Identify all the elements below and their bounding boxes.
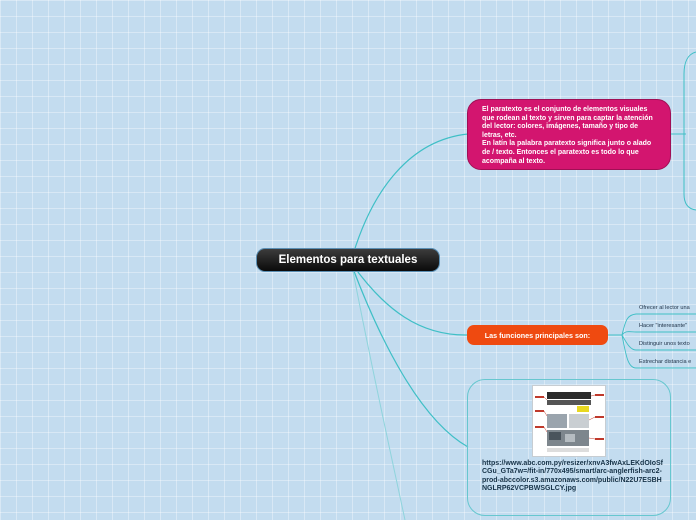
function-item[interactable]: Hacer "interesante": [639, 323, 688, 329]
central-topic[interactable]: [256, 248, 440, 272]
function-item[interactable]: Estrechar distancia e: [639, 359, 692, 365]
functions-topic-label: Las funciones principales son:: [484, 330, 591, 340]
branch-to-definition: [352, 134, 468, 258]
branch-to-image: [352, 266, 468, 447]
image-url: https://www.abc.com.py/resizer/xnvA3fwAxLEKdOIoSfCGu_GTa7w=/fit-in/770x495/smart/arc-anglerfish-arc2-prod-abccolor.s3.amazonaws.com/public/N22U7ESBHNGLRP62VCPBWSGLCY.jpg: [482, 460, 663, 492]
newspaper-thumbnail[interactable]: [532, 385, 606, 457]
newspaper-image: [533, 386, 606, 457]
image-topic[interactable]: [467, 379, 671, 516]
branch-to-functions: [352, 264, 468, 335]
functions-topic[interactable]: [467, 325, 608, 345]
function-item[interactable]: Distinguir unos texto: [639, 341, 690, 347]
definition-paragraph-2: En latín la palabra paratexto significa junto o alado de / texto. Entonces el paratexto es todo lo que acompaña al texto.: [482, 140, 652, 165]
function-item[interactable]: Ofrecer al lector una: [639, 305, 690, 311]
definition-paragraph-1: El paratexto es el conjunto de elementos visuales que rodean al texto y sirven para captar la atención del lector: colores, imágenes, tamaño y tipo de letras, etc.: [482, 106, 653, 139]
branch-down-offscreen: [352, 266, 405, 520]
central-topic-label: Elementos para textuales: [278, 254, 418, 266]
definition-bracket: [684, 52, 696, 210]
definition-topic[interactable]: [467, 99, 671, 170]
